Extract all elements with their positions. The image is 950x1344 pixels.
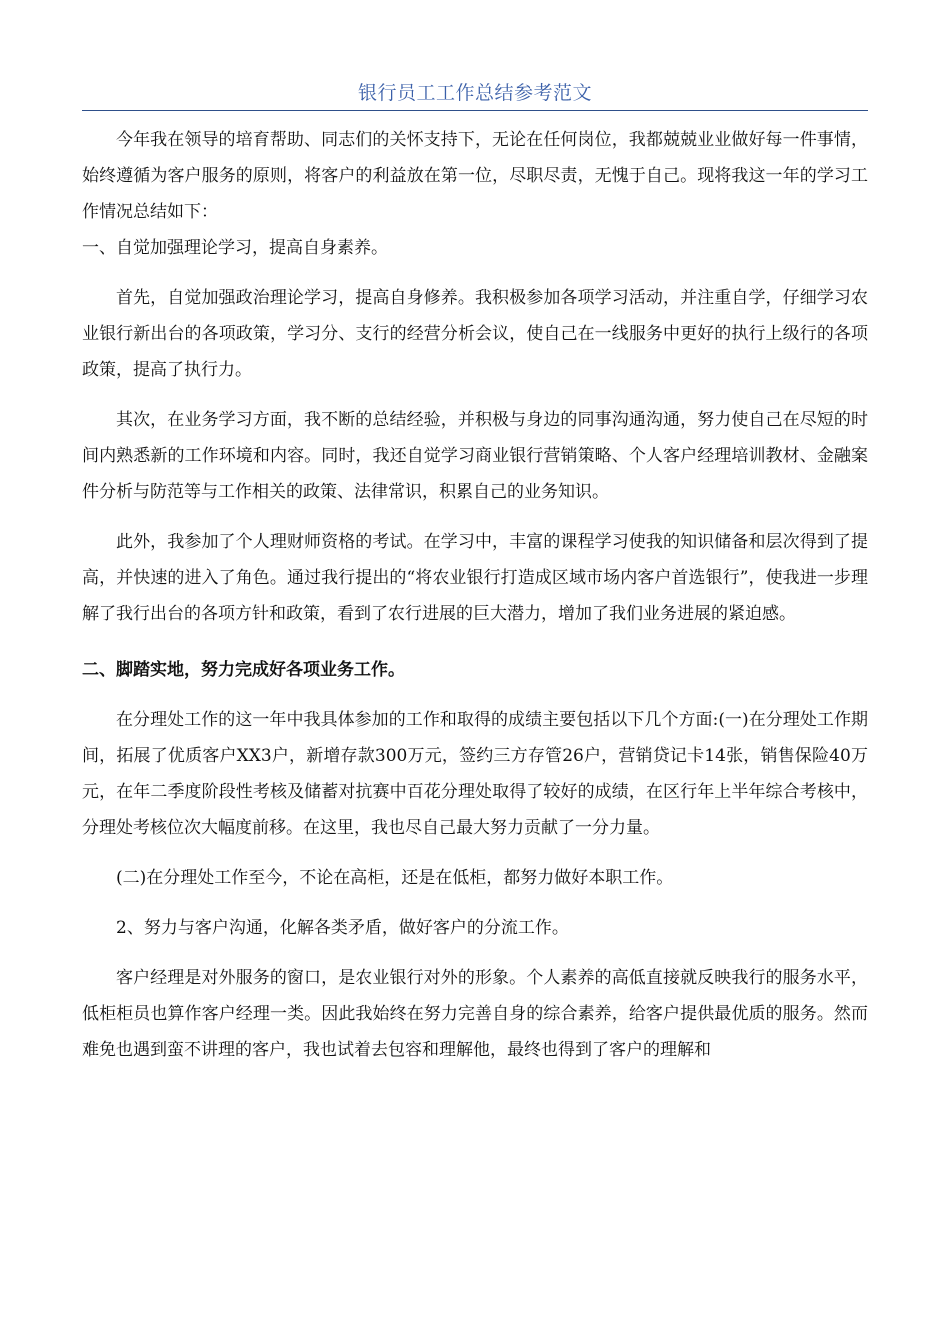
section-2-paragraph-2: (二)在分理处工作至今，不论在高柜，还是在低柜，都努力做好本职工作。 bbox=[116, 868, 674, 888]
intro-paragraph: 今年我在领导的培育帮助、同志们的关怀支持下，无论在任何岗位，我都兢兢业业做好每一件事情，始终遵循为客户服务的原则，将客户的利益放在第一位，尽职尽责，无愧于自己。现将我这一年的学习工作情况总结如下： bbox=[82, 130, 868, 222]
section-2-paragraph-1: 在分理处工作的这一年中我具体参加的工作和取得的成绩主要包括以下几个方面:(一)在分理处工作期间，拓展了优质客户XX3户，新增存款300万元，签约三方存管26户，营销贷记卡14张，销售保险40万元，在年二季度阶段性考核及储蓄对抗赛中百花分理处取得了较好的成绩，在区行年上半年综合考核中，分理处考核位次大幅度前移。在这里，我也尽自己最大努力贡献了一分力量。 bbox=[82, 710, 868, 838]
document-title: 银行员工工作总结参考范文 bbox=[357, 82, 592, 104]
section-1-paragraph-3: 此外，我参加了个人理财师资格的考试。在学习中，丰富的课程学习使我的知识储备和层次得到了提高，并快速的进入了角色。通过我行提出的“将农业银行打造成区域市场内客户首选银行”，使我进一步理解了我行出台的各项方针和政策，看到了农行进展的巨大潜力，增加了我们业务进展的紧迫感。 bbox=[82, 532, 868, 624]
section-2-paragraph-3: 2、努力与客户沟通，化解各类矛盾，做好客户的分流工作。 bbox=[116, 918, 569, 938]
section-2-heading: 二、脚踏实地，努力完成好各项业务工作。 bbox=[82, 660, 405, 680]
document-body bbox=[82, 122, 868, 1068]
section-1-heading: 一、自觉加强理论学习，提高自身素养。 bbox=[82, 238, 388, 258]
section-2-paragraph-4: 客户经理是对外服务的窗口，是农业银行对外的形象。个人素养的高低直接就反映我行的服务水平，低柜柜员也算作客户经理一类。因此我始终在努力完善自身的综合素养，给客户提供最优质的服务。然而难免也遇到蛮不讲理的客户，我也试着去包容和理解他，最终也得到了客户的理解和 bbox=[82, 968, 868, 1060]
section-1-paragraph-1: 首先，自觉加强政治理论学习，提高自身修养。我积极参加各项学习活动，并注重自学，仔细学习农业银行新出台的各项政策，学习分、支行的经营分析会议，使自己在一线服务中更好的执行上级行的各项政策，提高了执行力。 bbox=[82, 288, 868, 380]
document-header bbox=[82, 78, 868, 111]
section-1-paragraph-2: 其次，在业务学习方面，我不断的总结经验，并积极与身边的同事沟通沟通，努力使自己在尽短的时间内熟悉新的工作环境和内容。同时，我还自觉学习商业银行营销策略、个人客户经理培训教材、金融案件分析与防范等与工作相关的政策、法律常识，积累自己的业务知识。 bbox=[82, 410, 868, 502]
